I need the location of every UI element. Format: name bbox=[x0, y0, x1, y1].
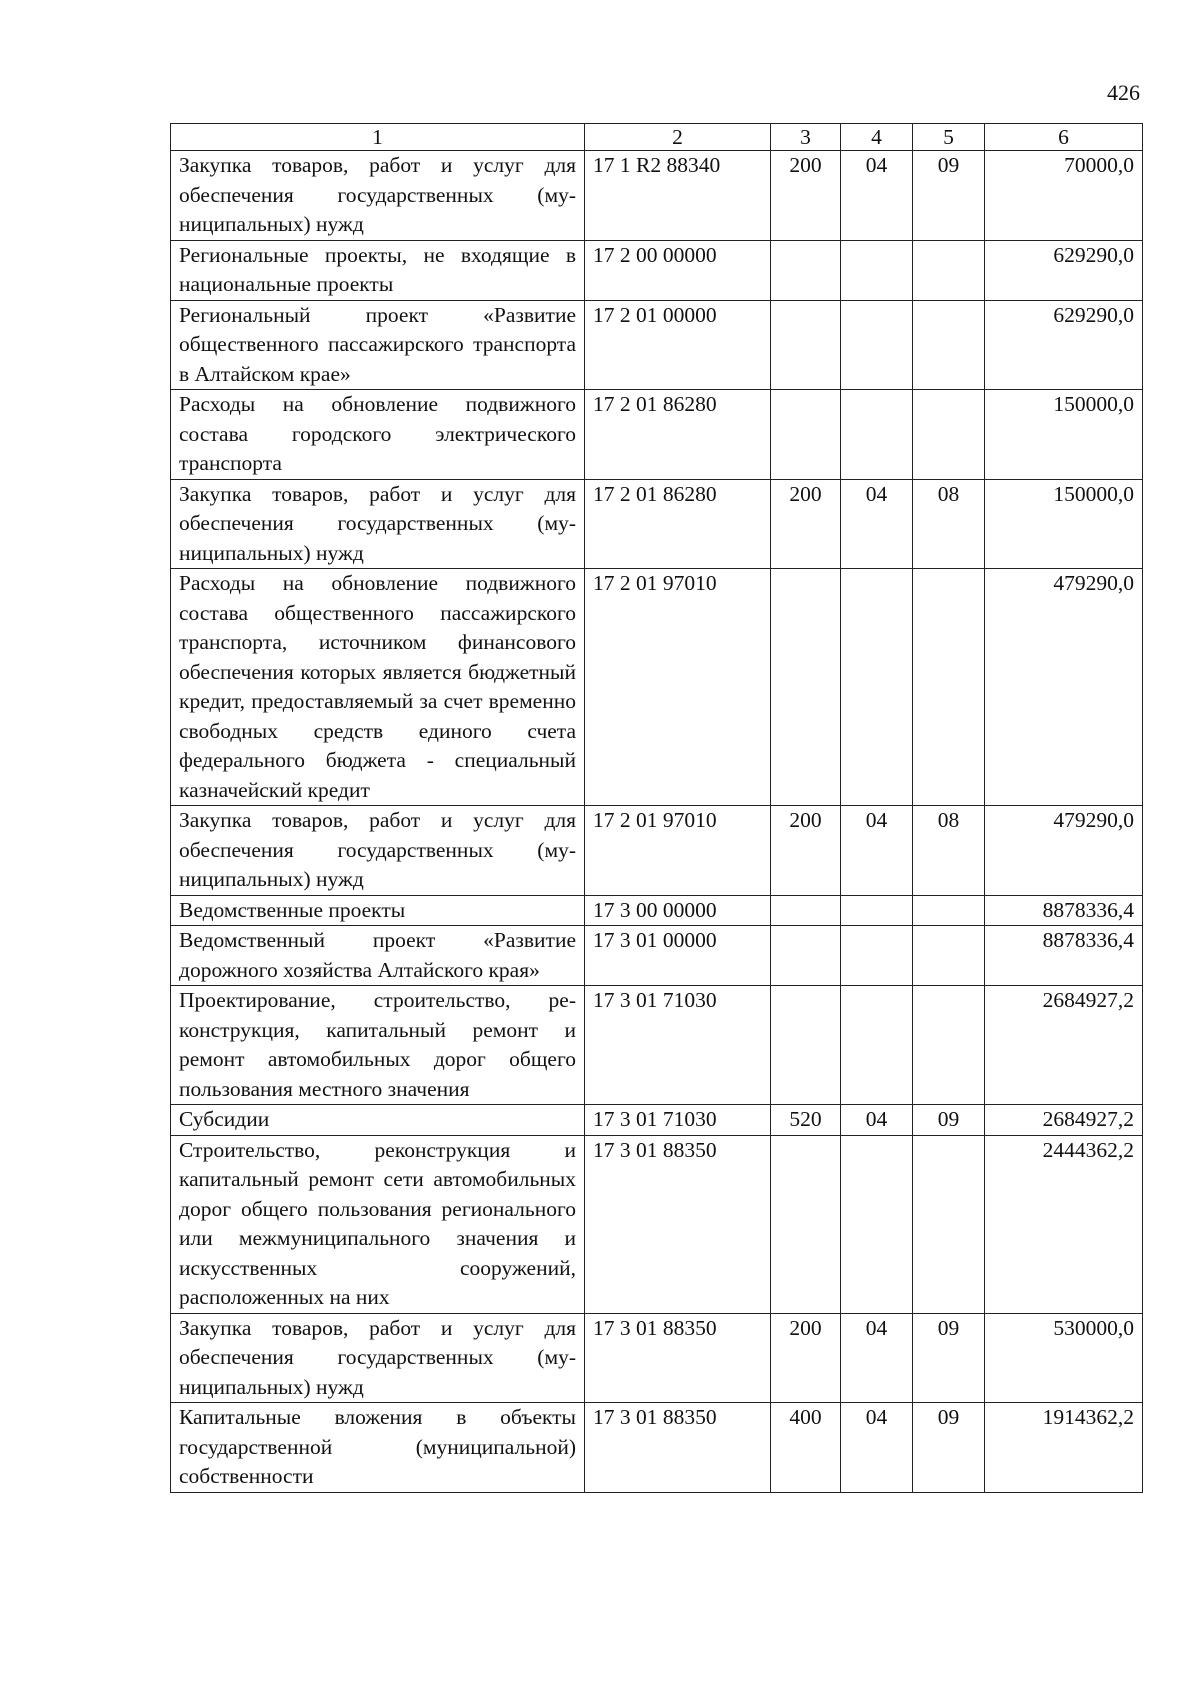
row-vr-cell: 520 bbox=[771, 1105, 841, 1136]
row-pr-cell bbox=[913, 569, 985, 806]
row-rz-cell: 04 bbox=[841, 806, 913, 896]
row-rz-cell bbox=[841, 926, 913, 986]
row-name-cell: Закупка товаров, работ и услуг для обеспечения государственных (муниципальных) нужд bbox=[171, 479, 585, 569]
row-vr-cell bbox=[771, 926, 841, 986]
row-vr-cell: 200 bbox=[771, 1313, 841, 1403]
row-sum-cell: 2444362,2 bbox=[985, 1135, 1143, 1313]
table-row bbox=[171, 806, 1143, 896]
row-rz-cell: 04 bbox=[841, 479, 913, 569]
row-sum-cell: 2684927,2 bbox=[985, 1105, 1143, 1136]
row-vr-cell bbox=[771, 300, 841, 390]
row-code-cell: 17 3 00 00000 bbox=[585, 895, 771, 926]
row-sum-cell: 1914362,2 bbox=[985, 1403, 1143, 1493]
column-header: 2 bbox=[585, 124, 771, 151]
row-name-cell: Расходы на обновление подвижного состава городского электрического транспорта bbox=[171, 390, 585, 480]
row-rz-cell bbox=[841, 895, 913, 926]
row-name-cell: Региональный проект «Развитие общественного пассажирского транспорта в Алтайском крае» bbox=[171, 300, 585, 390]
table-row bbox=[171, 986, 1143, 1105]
row-sum-cell: 629290,0 bbox=[985, 300, 1143, 390]
row-name-cell: Капитальные вложения в объекты государственной (муниципальной) собственности bbox=[171, 1403, 585, 1493]
row-vr-cell: 400 bbox=[771, 1403, 841, 1493]
row-rz-cell: 04 bbox=[841, 1313, 913, 1403]
row-name-cell: Строительство, реконструкция и капитальный ремонт сети автомобильных дорог общего пользования регионального или межмуниципального значения и искусственных сооружений, расположенных на них bbox=[171, 1135, 585, 1313]
row-name-cell: Субсидии bbox=[171, 1105, 585, 1136]
table-row bbox=[171, 240, 1143, 300]
row-vr-cell bbox=[771, 569, 841, 806]
table-row bbox=[171, 300, 1143, 390]
row-code-cell: 17 1 R2 88340 bbox=[585, 151, 771, 241]
row-sum-cell: 8878336,4 bbox=[985, 895, 1143, 926]
column-header: 3 bbox=[771, 124, 841, 151]
table-row bbox=[171, 1313, 1143, 1403]
column-header: 1 bbox=[171, 124, 585, 151]
row-pr-cell bbox=[913, 926, 985, 986]
row-vr-cell: 200 bbox=[771, 151, 841, 241]
page-number: 426 bbox=[1107, 80, 1140, 105]
row-vr-cell: 200 bbox=[771, 479, 841, 569]
row-vr-cell bbox=[771, 240, 841, 300]
column-header: 5 bbox=[913, 124, 985, 151]
row-pr-cell bbox=[913, 986, 985, 1105]
row-code-cell: 17 3 01 88350 bbox=[585, 1135, 771, 1313]
budget-table bbox=[170, 123, 1143, 1493]
row-pr-cell bbox=[913, 895, 985, 926]
row-code-cell: 17 2 01 00000 bbox=[585, 300, 771, 390]
row-pr-cell bbox=[913, 300, 985, 390]
row-rz-cell bbox=[841, 390, 913, 480]
table-row bbox=[171, 479, 1143, 569]
row-name-cell: Расходы на обновление подвижного состава общественного пассажирского транспорта, источником финансового обеспечения которых является бюджетный кредит, предоставляемый за счет временно свободных средств единого счета федерального бюджета - специальный казначейский кредит bbox=[171, 569, 585, 806]
row-pr-cell: 09 bbox=[913, 1105, 985, 1136]
row-name-cell: Ведомственный проект «Развитие дорожного хозяйства Алтайского края» bbox=[171, 926, 585, 986]
row-pr-cell bbox=[913, 240, 985, 300]
row-rz-cell bbox=[841, 569, 913, 806]
table-header-row bbox=[171, 124, 1143, 151]
row-rz-cell bbox=[841, 1135, 913, 1313]
row-vr-cell bbox=[771, 895, 841, 926]
row-vr-cell bbox=[771, 1135, 841, 1313]
row-name-cell: Региональные проекты, не входящие в национальные проекты bbox=[171, 240, 585, 300]
table-row bbox=[171, 1105, 1143, 1136]
row-code-cell: 17 3 01 00000 bbox=[585, 926, 771, 986]
row-code-cell: 17 3 01 88350 bbox=[585, 1403, 771, 1493]
table-row bbox=[171, 390, 1143, 480]
table-row bbox=[171, 569, 1143, 806]
row-rz-cell: 04 bbox=[841, 1105, 913, 1136]
row-code-cell: 17 3 01 88350 bbox=[585, 1313, 771, 1403]
row-name-cell: Проектирование, строительство, реконструкция, капитальный ремонт и ремонт автомобильных дорог общего пользования местного значения bbox=[171, 986, 585, 1105]
row-rz-cell: 04 bbox=[841, 1403, 913, 1493]
row-rz-cell bbox=[841, 986, 913, 1105]
row-pr-cell bbox=[913, 1135, 985, 1313]
row-pr-cell: 08 bbox=[913, 479, 985, 569]
row-vr-cell bbox=[771, 986, 841, 1105]
table-row bbox=[171, 926, 1143, 986]
row-name-cell: Закупка товаров, работ и услуг для обеспечения государственных (муниципальных) нужд bbox=[171, 1313, 585, 1403]
row-pr-cell: 09 bbox=[913, 1313, 985, 1403]
table-row bbox=[171, 1403, 1143, 1493]
table-row bbox=[171, 895, 1143, 926]
row-vr-cell: 200 bbox=[771, 806, 841, 896]
table-row bbox=[171, 151, 1143, 241]
row-code-cell: 17 3 01 71030 bbox=[585, 986, 771, 1105]
row-pr-cell: 09 bbox=[913, 151, 985, 241]
row-pr-cell bbox=[913, 390, 985, 480]
row-rz-cell bbox=[841, 240, 913, 300]
row-code-cell: 17 2 01 86280 bbox=[585, 479, 771, 569]
row-vr-cell bbox=[771, 390, 841, 480]
row-code-cell: 17 3 01 71030 bbox=[585, 1105, 771, 1136]
row-pr-cell: 08 bbox=[913, 806, 985, 896]
row-code-cell: 17 2 01 97010 bbox=[585, 806, 771, 896]
row-sum-cell: 8878336,4 bbox=[985, 926, 1143, 986]
row-sum-cell: 479290,0 bbox=[985, 806, 1143, 896]
row-sum-cell: 479290,0 bbox=[985, 569, 1143, 806]
row-rz-cell bbox=[841, 300, 913, 390]
table-row bbox=[171, 1135, 1143, 1313]
row-rz-cell: 04 bbox=[841, 151, 913, 241]
row-name-cell: Закупка товаров, работ и услуг для обеспечения государственных (муниципальных) нужд bbox=[171, 806, 585, 896]
row-sum-cell: 150000,0 bbox=[985, 479, 1143, 569]
row-name-cell: Ведомственные проекты bbox=[171, 895, 585, 926]
row-code-cell: 17 2 01 97010 bbox=[585, 569, 771, 806]
row-code-cell: 17 2 00 00000 bbox=[585, 240, 771, 300]
row-pr-cell: 09 bbox=[913, 1403, 985, 1493]
row-sum-cell: 70000,0 bbox=[985, 151, 1143, 241]
row-name-cell: Закупка товаров, работ и услуг для обеспечения государственных (муниципальных) нужд bbox=[171, 151, 585, 241]
column-header: 4 bbox=[841, 124, 913, 151]
row-sum-cell: 150000,0 bbox=[985, 390, 1143, 480]
row-sum-cell: 629290,0 bbox=[985, 240, 1143, 300]
row-code-cell: 17 2 01 86280 bbox=[585, 390, 771, 480]
column-header: 6 bbox=[985, 124, 1143, 151]
table-body bbox=[171, 151, 1143, 1493]
row-sum-cell: 530000,0 bbox=[985, 1313, 1143, 1403]
row-sum-cell: 2684927,2 bbox=[985, 986, 1143, 1105]
